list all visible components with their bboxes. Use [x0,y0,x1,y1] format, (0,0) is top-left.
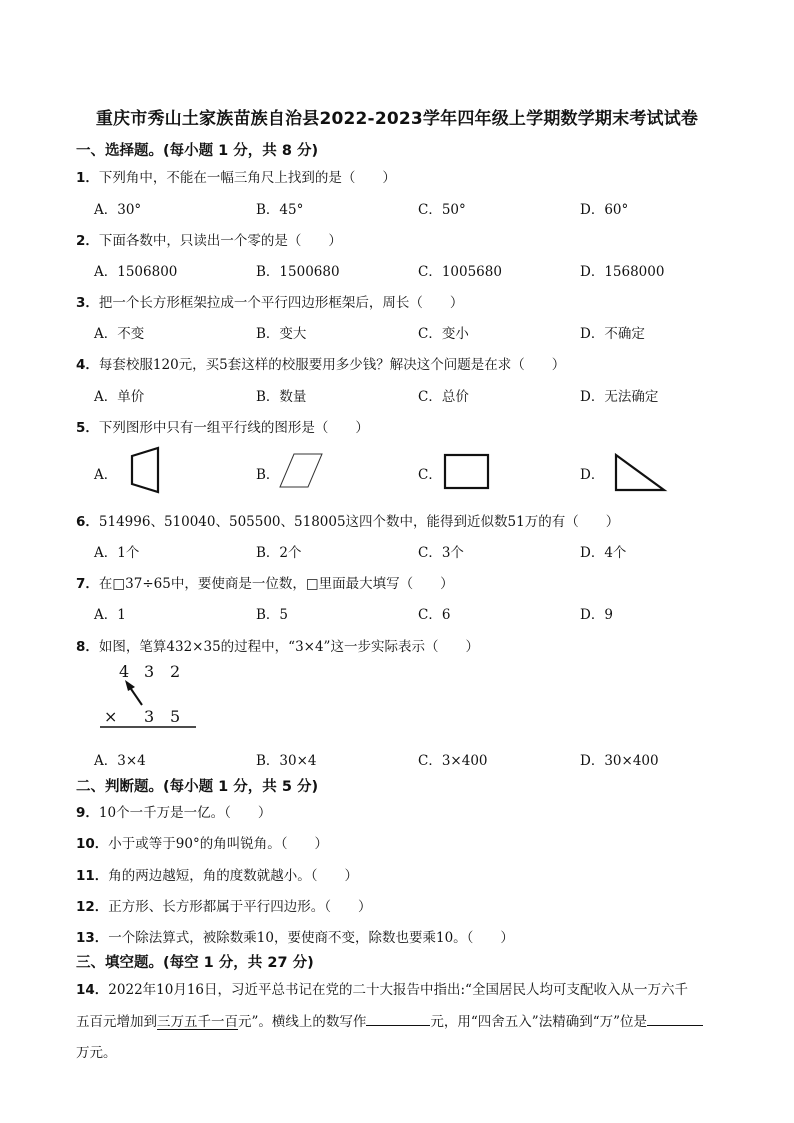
question-11: 11．角的两边越短，角的度数就越小。（ ） [76,868,359,884]
digit-5-multiplier: 5 [170,707,181,726]
option-a[interactable]: A．3×4 [94,753,146,769]
page-title: 重庆市秀山土家族苗族自治县2022-2023学年四年级上学期数学期末考试试卷 [95,109,699,129]
question-7-options [0,603,794,623]
option-a[interactable]: A．单价 [94,389,145,405]
option-b[interactable]: B．5 [256,607,289,623]
option-c[interactable]: C．变小 [418,326,469,342]
option-d[interactable]: D． [580,467,605,483]
option-d[interactable]: D．无法确定 [580,389,659,405]
question-6: 6．514996、510040、505500、518005这四个数中，能得到近似数51万的有（ ） [76,514,620,530]
trapezoid-shape [124,446,164,494]
question-14-line-2: 五百元增加到三万五千一百元”。横线上的数写作 元，用“四舍五入”法精确到“万”位是 [76,1010,703,1030]
option-a[interactable]: A．1 [94,607,126,623]
option-a[interactable]: A．1个 [94,545,140,561]
question-4: 4．每套校服120元，买5套这样的校服要用多少钱？解决这个问题是在求（ ） [76,357,566,373]
option-c[interactable]: C．6 [418,607,451,623]
answer-blank-2[interactable] [647,1011,703,1026]
digit-3-multiplier: 3 [144,707,155,726]
right-triangle-shape [612,452,668,494]
times-sign: × [104,707,118,726]
rectangle-shape [443,453,491,491]
option-a[interactable]: A．30° [94,202,142,218]
underlined-number: 三万五千一百 [157,1014,238,1030]
option-b[interactable]: B．1500680 [256,264,340,280]
option-c[interactable]: C．总价 [418,389,469,405]
option-b[interactable]: B．数量 [256,389,307,405]
question-8-options [0,749,794,769]
question-2: 2．下面各数中，只读出一个零的是（ ） [76,233,342,249]
question-6-options [0,541,794,561]
option-b[interactable]: B．2个 [256,545,302,561]
option-a[interactable]: A． [94,467,118,483]
multiplication-figure [100,660,210,735]
question-14-line-3: 万元。 [76,1045,117,1061]
answer-blank-1[interactable] [366,1011,430,1026]
question-3: 3．把一个长方形框架拉成一个平行四边形框架后，周长（ ） [76,295,464,311]
digit-4: 4 [119,662,130,681]
option-c[interactable]: C．3个 [418,545,464,561]
question-3-options [0,322,794,342]
section-fill-heading: 三、填空题。(每空 1 分，共 27 分) [76,955,314,971]
option-d[interactable]: D．1568000 [580,264,665,280]
question-12: 12．正方形、长方形都属于平行四边形。（ ） [76,899,372,915]
option-b[interactable]: B．变大 [256,326,307,342]
option-a[interactable]: A．不变 [94,326,145,342]
digit-3: 3 [144,662,155,681]
section-judge-heading: 二、判断题。(每小题 1 分，共 5 分) [76,779,319,795]
option-c[interactable]: C．3×400 [418,753,488,769]
option-d[interactable]: D．4个 [580,545,627,561]
question-7: 7．在□37÷65中，要使商是一位数，□里面最大填写（ ） [76,576,454,592]
option-c[interactable]: C．50° [418,202,466,218]
question-5-options [0,463,794,483]
digit-2: 2 [170,662,181,681]
option-b[interactable]: B．45° [256,202,304,218]
question-9: 9．10个一千万是一亿。（ ） [76,805,272,821]
question-14: 14．2022年10月16日，习近平总书记在党的二十大报告中指出:“全国居民人均可支配收入从一万六千 [76,982,688,998]
question-10: 10．小于或等于90°的角叫锐角。（ ） [76,836,328,852]
option-d[interactable]: D．9 [580,607,613,623]
option-d[interactable]: D．30×400 [580,753,659,769]
question-8: 8．如图，笔算432×35的过程中，“3×4”这一步实际表示（ ） [76,639,479,655]
question-2-options [0,260,794,280]
option-d[interactable]: D．60° [580,202,629,218]
section-choice-heading: 一、选择题。(每小题 1 分，共 8 分) [76,143,319,159]
option-c[interactable]: C．1005680 [418,264,502,280]
option-c[interactable]: C． [418,467,442,483]
option-d[interactable]: D．不确定 [580,326,645,342]
question-13: 13．一个除法算式，被除数乘10，要使商不变，除数也要乘10。（ ） [76,930,514,946]
question-4-options [0,385,794,405]
parallelogram-shape [278,452,326,490]
question-1-options [0,198,794,218]
question-1: 1．下列角中，不能在一幅三角尺上找到的是（ ） [76,170,396,186]
arrow-icon [100,660,210,735]
question-5: 5．下列图形中只有一组平行线的图形是（ ） [76,420,369,436]
option-b[interactable]: B．30×4 [256,753,317,769]
option-a[interactable]: A．1506800 [94,264,178,280]
option-b[interactable]: B． [256,467,280,483]
